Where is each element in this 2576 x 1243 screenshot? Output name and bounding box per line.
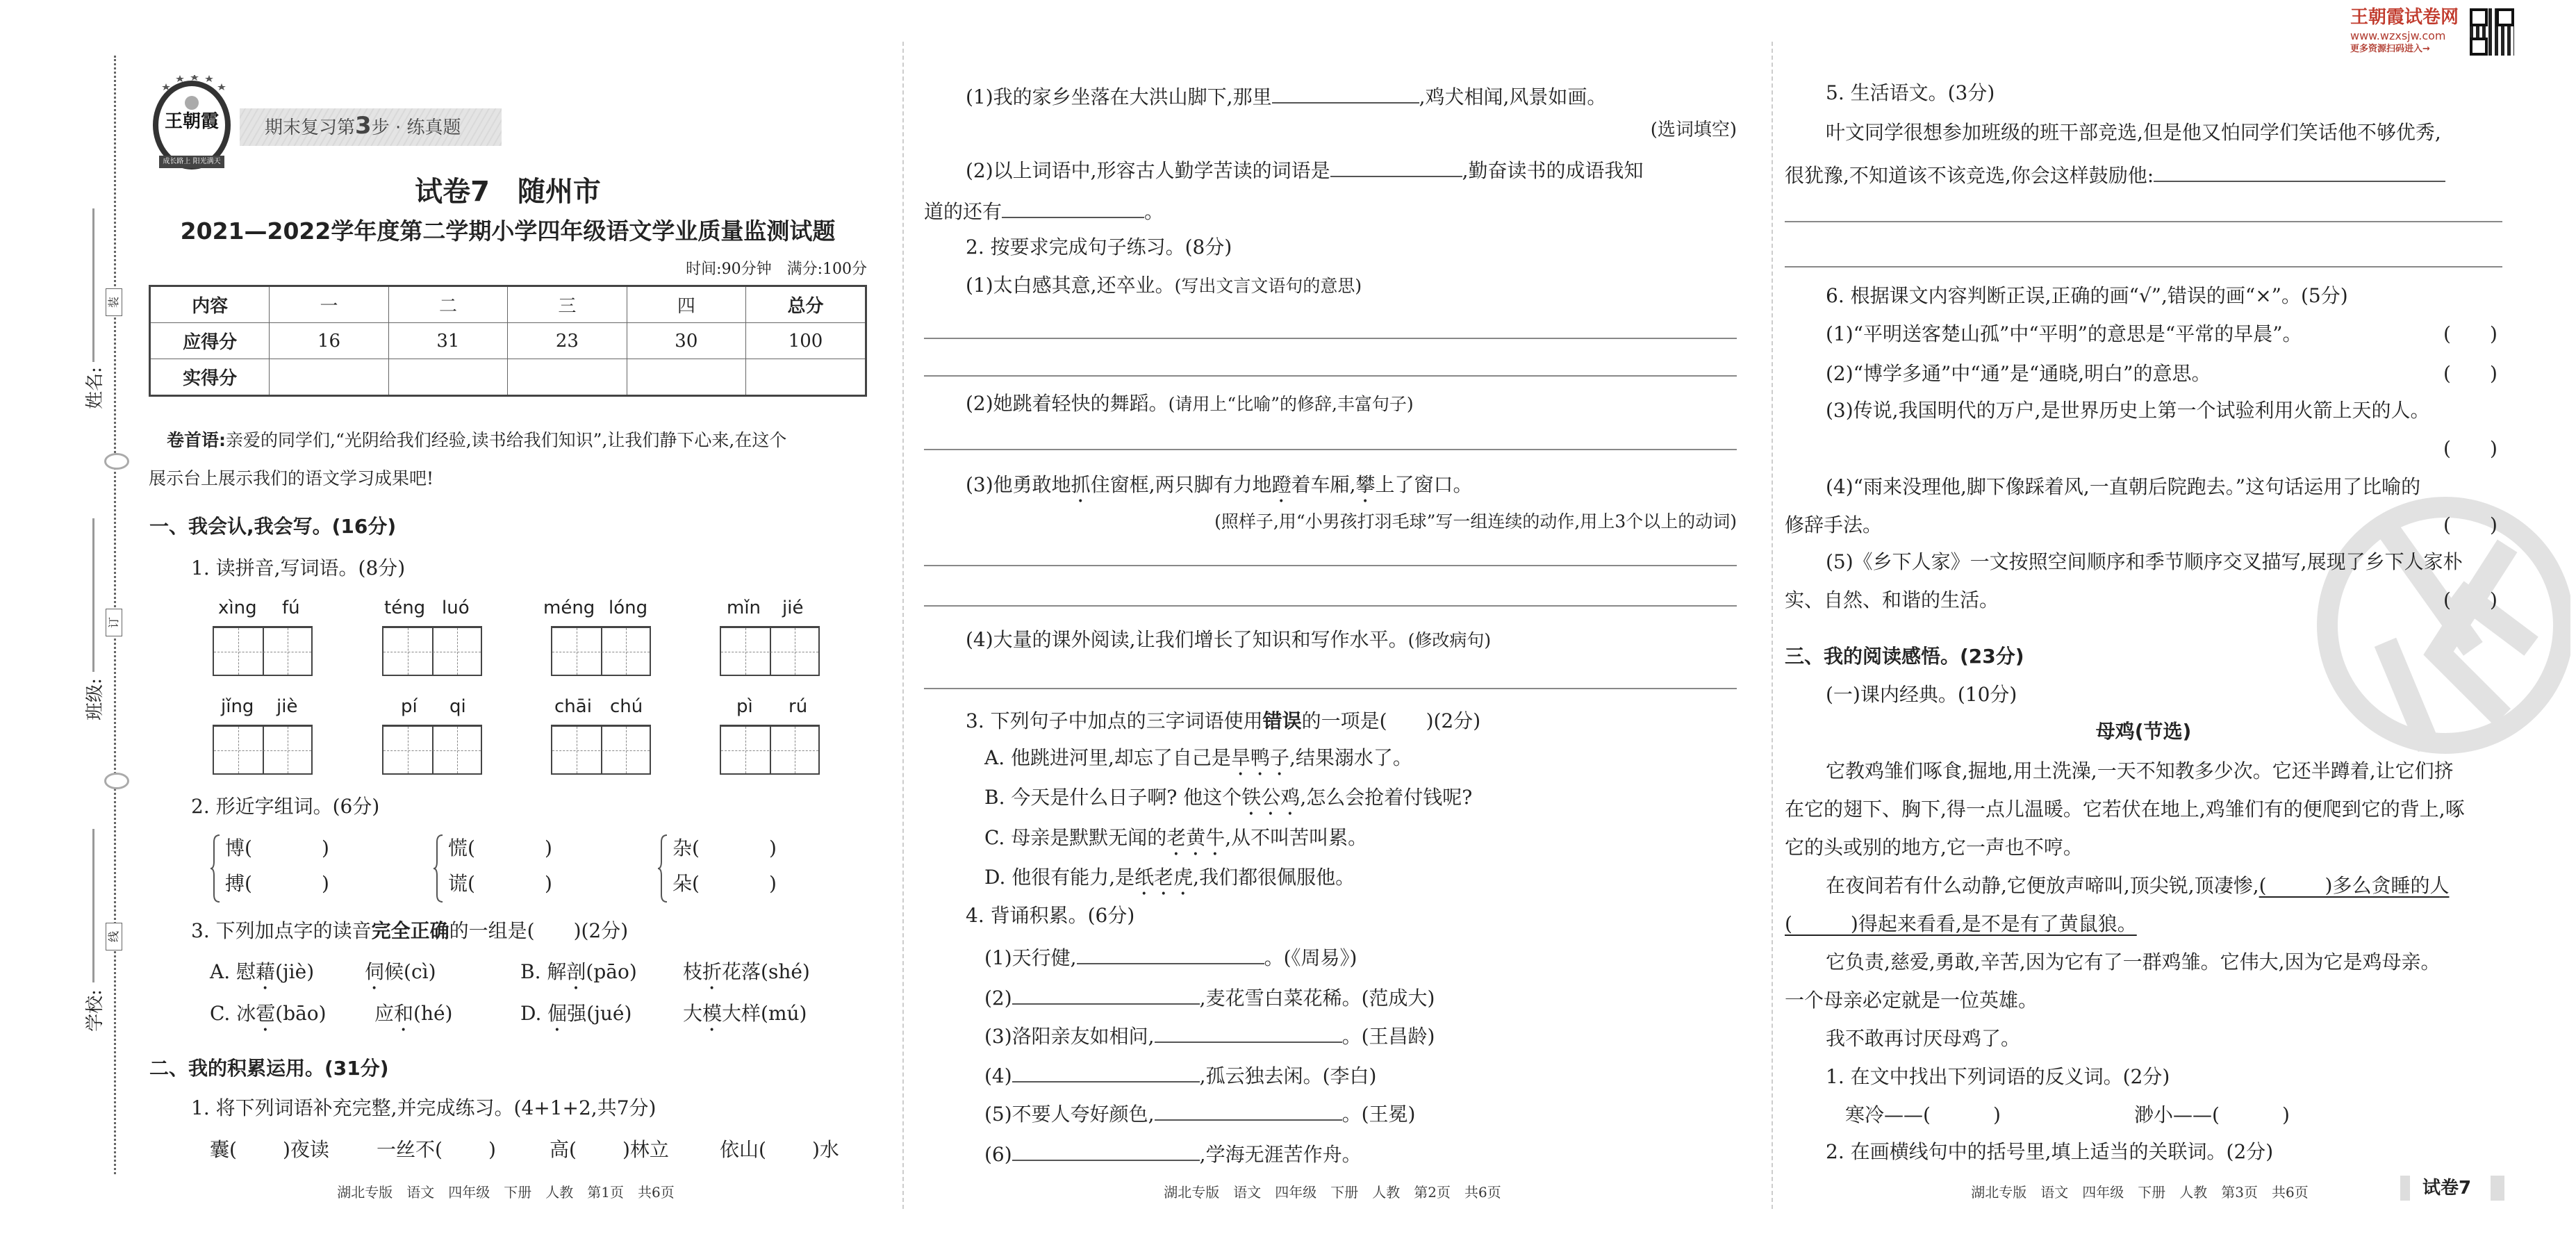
instruction-note: (照样子,用“小男孩打羽毛球”写一组连续的动作,用上3个以上的动词) [1214, 511, 1737, 532]
table-cell: 23 [508, 323, 627, 359]
part1-q1-title: 1. 读拼音,写词语。(8分) [191, 557, 406, 579]
part2-q6-title: 6. 根据课文内容判断正误,正确的画“√”,错误的画“×”。(5分) [1826, 284, 2348, 307]
judge-answer-box[interactable] [2443, 322, 2497, 346]
pinyin: jiè [276, 696, 298, 717]
time-and-score [149, 261, 867, 279]
option-text: ,怎么会抢着付钱呢? [1300, 786, 1473, 809]
seal-mark-text: 装 [106, 296, 120, 308]
option-text: 候(cì) [384, 960, 436, 983]
idiom-part: )林立 [622, 1138, 669, 1161]
q-text: 上了窗口。 [1375, 473, 1473, 496]
part1-heading: 一、我会认,我会写。(16分) [149, 515, 397, 538]
idiom-blank[interactable] [210, 1138, 329, 1162]
judge-answer-box[interactable] [2443, 362, 2497, 386]
dotted-word: 老黄牛 [1166, 826, 1225, 849]
option-text: 冰 [236, 1002, 256, 1025]
option-c[interactable] [984, 826, 1367, 860]
q-emphasis: 完全正确 [371, 919, 449, 942]
answer-blank[interactable] [1155, 1100, 1342, 1121]
answer-line[interactable] [924, 605, 1737, 607]
paren-close: ) [2489, 513, 2497, 536]
table-cell: 100 [746, 323, 866, 359]
paren-open: ( [2443, 513, 2451, 536]
dotted-char: 蹬 [1271, 473, 1291, 496]
option-text: 强(jué) [567, 1002, 632, 1025]
brace-icon [210, 834, 221, 903]
passage-line: 它的头或别的地方,它一声也不哼。 [1785, 836, 2083, 859]
passage-title: 母鸡(节选) [2095, 720, 2192, 743]
char-pair-item[interactable] [672, 837, 777, 860]
paren-open: ( [2443, 362, 2451, 385]
char-prompt: 博( [225, 837, 252, 859]
q-text: (1)天行健, [984, 946, 1077, 969]
seal-mark-text: 线 [106, 930, 120, 943]
option-c-word2 [374, 1002, 452, 1036]
q5-text-line1: 叶文同学很想参加班级的班干部竞选,但是他又怕同学们笑话他不够优秀, [1826, 121, 2441, 144]
q-text: (3)洛阳亲友如相问, [984, 1025, 1155, 1048]
answer-line[interactable] [924, 565, 1737, 566]
pinyin: rú [789, 696, 808, 717]
pinyin: luó [442, 598, 470, 618]
sentence-task-2 [966, 392, 1414, 416]
option-d[interactable] [520, 1002, 631, 1036]
part2-q3-title [966, 709, 1480, 733]
writing-grid[interactable] [551, 626, 651, 676]
brace-icon [657, 834, 668, 903]
binding-hole-icon [104, 773, 129, 789]
school-field-line[interactable] [92, 829, 94, 982]
q-text: 很犹豫,不知道该不该竞选,你会这样鼓励他: [1785, 164, 2154, 187]
q-text: (5)不要人夸好颜色, [984, 1103, 1155, 1126]
binding-hole-icon [104, 453, 129, 470]
char-pair-item[interactable] [225, 872, 329, 896]
dotted-char: 剖 [566, 960, 586, 983]
option-text: 枝 [683, 960, 703, 983]
option-text: (hé) [413, 1002, 453, 1025]
preface-text: 亲爱的同学们,“光阴给我们经验,读书给我们知识”,让我们静下心来,在这个 [226, 430, 787, 450]
paper-tag-text: 试卷7 [2422, 1178, 2472, 1199]
option-text: C. 母亲是默默无闻的 [984, 826, 1167, 849]
q-text: ,勤奋读书的成语我知 [1462, 159, 1644, 182]
q-text: (3)他勇敢地 [966, 473, 1071, 496]
underlined-sentence[interactable]: ( )多么贪睡的人 [2259, 874, 2450, 897]
writing-grid[interactable] [213, 725, 313, 775]
score-input-cell[interactable] [388, 359, 507, 396]
brace-icon [433, 834, 444, 903]
paren-close: ) [321, 872, 329, 895]
brand-logo-text: 王朝霞 [165, 111, 220, 132]
char-pair-item[interactable] [225, 837, 329, 860]
seal-mark [106, 923, 122, 950]
q5-text-line2 [1785, 161, 2445, 188]
char-prompt: 朵( [672, 872, 700, 895]
option-b[interactable] [984, 786, 1472, 820]
idiom-part: ) [488, 1138, 496, 1161]
judge-item: (1)“平明送客楚山孤”中“平明”的意思是“平常的早晨”。 [1826, 322, 2302, 345]
recitation-item [984, 1100, 1415, 1126]
option-text: B. 今天是什么日子啊? 他这个 [984, 786, 1242, 809]
idiom-part: 高( [550, 1138, 577, 1161]
judge-item-cont: 修辞手法。 [1785, 513, 1883, 536]
brand-logo [149, 75, 234, 171]
part2-q2-title: 2. 按要求完成句子练习。(8分) [966, 236, 1232, 258]
option-text: ,结果溺水了。 [1289, 746, 1412, 769]
seal-mark [106, 288, 122, 316]
answer-blank[interactable] [1077, 944, 1264, 964]
answer-blank[interactable] [2154, 161, 2445, 182]
table-header-cell: 一 [270, 286, 388, 323]
passage-line: 在它的翅下、胸下,得一点儿温暖。它若伏在地上,鸡雏们有的便爬到它的背上,啄 [1785, 798, 2465, 821]
table-header-cell: 四 [627, 286, 745, 323]
answer-line[interactable] [924, 375, 1737, 377]
idiom-part: 依山( [720, 1138, 766, 1161]
score-input-cell[interactable] [508, 359, 627, 396]
table-cell: 16 [270, 323, 388, 359]
option-label: A. [210, 960, 237, 983]
pinyin: fú [282, 598, 300, 618]
writing-grid[interactable] [382, 626, 482, 676]
part2-heading: 二、我的积累运用。(31分) [149, 1057, 389, 1080]
dotted-char: 雹 [256, 1002, 276, 1025]
page-footer: 湖北专版 语文 四年级 下册 人教 第2页 共6页 [1164, 1184, 1501, 1201]
table-header-cell: 总分 [746, 286, 866, 323]
char-pair-item[interactable] [672, 872, 777, 896]
answer-line[interactable] [924, 688, 1737, 689]
char-prompt: 杂( [672, 837, 700, 859]
step-banner [240, 108, 502, 146]
option-text: 慰 [236, 960, 256, 983]
recitation-item [984, 944, 1357, 970]
paper-title: 试卷7 随州市 [415, 176, 601, 208]
option-text: (pāo) [586, 960, 637, 983]
q-text: 的一项是( )(2分) [1301, 709, 1481, 732]
paren-open: ( [2443, 322, 2451, 345]
paren-open: ( [2443, 437, 2451, 460]
q-text: (1)太白感其意,还卒业。 [966, 274, 1175, 297]
option-a-word2 [365, 960, 436, 994]
pinyin: qi [449, 696, 466, 717]
option-text: ,我们都很佩服他。 [1193, 866, 1355, 889]
paren-close: ) [2489, 437, 2497, 460]
dotted-char: 攀 [1355, 473, 1376, 496]
answer-blank[interactable] [1272, 83, 1419, 104]
pinyin: méng [543, 598, 595, 618]
option-b-word2 [683, 960, 810, 994]
site-logo-name: 王朝霞试卷网 [2350, 7, 2459, 28]
judge-item: (4)“雨来没理他,脚下像踩着风,一直朝后院跑去。”这句话运用了比喻的 [1826, 475, 2421, 498]
answer-blank[interactable] [1330, 156, 1462, 177]
paren-close: ) [2489, 322, 2497, 345]
score-input-cell[interactable] [627, 359, 745, 396]
judge-item-cont: 实、自然、和谐的生活。 [1785, 588, 1999, 611]
preface-label: 卷首语: [167, 430, 226, 450]
part2-q4-title: 4. 背诵积累。(6分) [966, 904, 1135, 927]
fill-sentence-2-cont [924, 197, 1164, 224]
q-text: ,鸡犬相闻,风景如画。 [1419, 85, 1607, 108]
option-text: 解 [547, 960, 567, 983]
option-text: 花落(shé) [722, 960, 810, 983]
banner-pre: 期末复习第 [265, 117, 356, 138]
option-text: ,从不叫苦叫累。 [1225, 826, 1368, 849]
instruction-note: (选词填空) [1650, 120, 1737, 140]
full-score: 满分:100分 [786, 261, 867, 278]
option-a[interactable] [984, 746, 1412, 780]
q-text: (4)大量的课外阅读,让我们增长了知识和写作水平。 [966, 628, 1408, 651]
part3-heading: 三、我的阅读感悟。(23分) [1785, 645, 2024, 668]
answer-line[interactable] [924, 338, 1737, 339]
idiom-blank[interactable] [377, 1138, 496, 1162]
judge-answer-box[interactable] [2443, 513, 2497, 537]
part3-q1-title: 1. 在文中找出下列词语的反义词。(2分) [1826, 1065, 2170, 1088]
idiom-blank[interactable] [550, 1138, 669, 1162]
table-cell: 30 [627, 323, 745, 359]
judge-answer-box[interactable] [2443, 437, 2497, 461]
instruction-note: (修改病句) [1407, 630, 1492, 650]
paren-close: ) [544, 837, 552, 859]
part3-q2-title: 2. 在画横线句中的括号里,填上适当的关联词。(2分) [1826, 1140, 2274, 1163]
paren-close: ) [321, 837, 329, 859]
answer-blank[interactable] [1012, 1140, 1200, 1161]
writing-grid[interactable] [720, 626, 820, 676]
dotted-word: 铁公鸡 [1241, 786, 1301, 809]
sentence-task-3 [966, 473, 1473, 507]
brand-logo-motto: 成长路上 阳光满天 [163, 158, 221, 165]
table-header-cell: 内容 [150, 286, 270, 323]
score-input-cell[interactable] [270, 359, 388, 396]
pinyin: chú [610, 696, 643, 717]
antonym-item[interactable] [2134, 1103, 2290, 1127]
q-text: 。(《周易》) [1264, 946, 1357, 969]
answer-blank[interactable] [1002, 197, 1144, 218]
sentence-task-4 [966, 628, 1491, 652]
table-header-row [150, 286, 866, 323]
part1-q2-title: 2. 形近字组词。(6分) [191, 795, 380, 818]
q-text: 住窗框,两只脚有力地 [1090, 473, 1272, 496]
judge-item: (2)“博学多通”中“通”是“通晓,明白”的意思。 [1826, 362, 2211, 385]
recitation-item [984, 984, 1435, 1010]
q-text: (2)她跳着轻快的舞蹈。 [966, 392, 1169, 415]
option-a[interactable] [210, 960, 314, 994]
q-text: 道的还有 [924, 200, 1002, 223]
writing-grid[interactable] [213, 626, 313, 676]
pinyin: xìng [218, 598, 257, 618]
antonym-prompt: 寒冷——( [1845, 1103, 1931, 1126]
option-d-word2 [683, 1002, 807, 1036]
seal-mark [106, 609, 122, 636]
option-d[interactable] [984, 866, 1355, 900]
option-label: C. [210, 1002, 237, 1025]
instruction-note: (请用上“比喻”的修辞,丰富句子) [1168, 394, 1414, 414]
option-text: (bāo) [275, 1002, 327, 1025]
passage-text: 在夜间若有什么动静,它便放声啼叫,顶尖锐,顶凄惨, [1826, 874, 2259, 897]
dotted-char: 倔 [547, 1002, 568, 1025]
fill-sentence-2 [966, 156, 1643, 183]
dotted-word: 纸老虎 [1134, 866, 1194, 889]
recitation-item [984, 1140, 1362, 1167]
paper-subtitle: 2021—2022学年度第二学期小学四年级语文学业质量监测试题 [180, 217, 836, 245]
passage-line: 它负责,慈爱,勇敢,辛苦,因为它有了一群鸡雏。它伟大,因为它是鸡母亲。 [1826, 950, 2441, 973]
paren-close: ) [544, 872, 552, 895]
paper-tag [2400, 1176, 2504, 1201]
dotted-char: 藉 [256, 960, 276, 983]
q-text: 。 [1144, 200, 1164, 223]
site-logo-cta: 更多资源扫码进入→ [2350, 44, 2430, 54]
q-text: 。(王冕) [1341, 1103, 1416, 1126]
page-footer: 湖北专版 语文 四年级 下册 人教 第1页 共6页 [337, 1184, 675, 1201]
underlined-sentence[interactable]: ( )得起来看看,是不是有了黄鼠狼。 [1785, 912, 2137, 935]
dotted-char: 和 [394, 1002, 414, 1025]
sentence-task-1 [966, 274, 1362, 298]
pinyin: lóng [609, 598, 648, 618]
paren-open: ( [2443, 588, 2451, 611]
seal-mark-text: 订 [106, 616, 120, 629]
recitation-item [984, 1022, 1435, 1048]
writing-grid[interactable] [720, 725, 820, 775]
site-logo[interactable] [2350, 7, 2465, 57]
idiom-part: )夜读 [282, 1138, 329, 1161]
char-pair-item[interactable] [448, 872, 552, 896]
fill-sentence-1 [966, 83, 1606, 109]
option-text: 大 [683, 1002, 703, 1025]
paren-close: ) [768, 837, 777, 859]
table-cell: 实得分 [150, 359, 270, 396]
name-field-line[interactable] [92, 208, 94, 362]
passage-line [1826, 874, 2449, 898]
school-label: 学校: [84, 989, 106, 1032]
part3-section1: (一)课内经典。(10分) [1826, 683, 2017, 706]
pinyin: mǐn [727, 598, 761, 618]
pinyin: jié [782, 598, 804, 618]
char-prompt: 搏( [225, 872, 252, 895]
answer-line[interactable] [924, 449, 1737, 450]
option-label: D. [520, 1002, 548, 1025]
step-banner-text [265, 114, 461, 140]
idiom-blank[interactable] [720, 1138, 839, 1162]
judge-item: (5)《乡下人家》一文按照空间顺序和季节顺序交叉描写,展现了乡下人家朴 [1826, 550, 2463, 573]
idiom-part: 囊( [210, 1138, 237, 1161]
q-text: (2)以上词语中,形容古人勤学苦读的词语是 [966, 159, 1330, 182]
pinyin: pí [401, 696, 418, 717]
column-divider [902, 42, 904, 1209]
dotted-char: 模 [702, 1002, 723, 1025]
answer-blank[interactable] [1012, 1062, 1200, 1083]
option-text: (jiè) [275, 960, 315, 983]
instruction-note: (写出文言文语句的意思) [1174, 276, 1362, 296]
option-text: A. 他跳进河里,却忘了自己是 [984, 746, 1231, 769]
q-text: (6) [984, 1143, 1012, 1166]
passage-line: 一个母亲必定就是一位英雄。 [1785, 989, 2038, 1012]
option-text: D. 他很有能力,是 [984, 866, 1135, 889]
qr-code-icon[interactable] [2470, 8, 2514, 56]
judge-answer-box[interactable] [2443, 588, 2497, 612]
table-cell: 31 [388, 323, 507, 359]
option-text: 应 [374, 1002, 395, 1025]
idiom-part: )水 [811, 1138, 839, 1161]
option-text: 大样(mú) [722, 1002, 807, 1025]
class-field-line[interactable] [92, 518, 94, 672]
q-text: 3. 下列加点字的读音 [191, 919, 372, 942]
dotted-word: 旱鸭子 [1230, 746, 1289, 769]
paren-close: ) [768, 872, 777, 895]
q-text: ,孤云独去闲。(李白) [1199, 1064, 1377, 1087]
q-text: (4) [984, 1064, 1012, 1087]
option-label: B. [520, 960, 547, 983]
part1-q3-title [191, 919, 628, 943]
q-emphasis: 错误 [1262, 709, 1302, 732]
option-c[interactable] [210, 1002, 327, 1036]
page-footer: 湖北专版 语文 四年级 下册 人教 第3页 共6页 [1971, 1184, 2309, 1201]
name-label: 姓名: [84, 367, 106, 409]
q-text: (2) [984, 987, 1012, 1010]
passage-line: 我不敢再讨厌母鸡了。 [1826, 1027, 2021, 1050]
char-prompt: 慌( [448, 837, 475, 859]
char-pair-item[interactable] [448, 837, 552, 860]
table-row [150, 359, 866, 396]
answer-line[interactable] [1785, 221, 2502, 222]
banner-step-number: 3 [355, 112, 372, 140]
preface-line2: 展示台上展示我们的语文学习成果吧! [149, 468, 434, 488]
class-label: 班级: [84, 678, 106, 721]
pinyin: jǐng [221, 696, 254, 717]
writing-grid[interactable] [382, 725, 482, 775]
recitation-item [984, 1062, 1376, 1088]
option-b[interactable] [520, 960, 637, 994]
paren-close: ) [2489, 588, 2497, 611]
pinyin: chāi [554, 696, 592, 717]
pinyin: pì [736, 696, 753, 717]
table-row [150, 323, 866, 359]
answer-blank[interactable] [1012, 984, 1200, 1005]
paren-close: ) [1992, 1103, 2001, 1126]
q-text: 3. 下列句子中加点的三字词语使用 [966, 709, 1263, 732]
table-cell: 应得分 [150, 323, 270, 359]
banner-post: 步 · 练真题 [371, 117, 461, 138]
part2-q1-title: 1. 将下列词语补充完整,并完成练习。(4+1+2,共7分) [191, 1096, 657, 1119]
q-text: ,麦花雪白菜花稀。(范成大) [1199, 987, 1435, 1010]
time-limit: 时间:90分钟 [686, 261, 772, 278]
writing-grid[interactable] [551, 725, 651, 775]
passage-line: 它教鸡雏们啄食,掘地,用土洗澡,一天不知教多少次。它还半蹲着,让它们挤 [1826, 759, 2454, 782]
dotted-char: 抓 [1071, 473, 1091, 496]
paren-close: ) [2281, 1103, 2290, 1126]
score-input-cell[interactable] [746, 359, 866, 396]
q-text: 着车厢, [1291, 473, 1356, 496]
part2-q5-title: 5. 生活语文。(3分) [1826, 81, 1995, 104]
table-header-cell: 三 [508, 286, 627, 323]
column-divider [1772, 42, 1773, 1209]
dotted-char: 折 [702, 960, 723, 983]
q-text: 。(王昌龄) [1341, 1025, 1435, 1048]
antonym-prompt: 渺小——( [2134, 1103, 2220, 1126]
antonym-item[interactable] [1845, 1103, 2001, 1127]
q-text: ,学海无涯苦作舟。 [1199, 1143, 1362, 1166]
q-text: 的一组是( )(2分) [449, 919, 629, 942]
site-logo-url: www.wzxsjw.com [2350, 29, 2446, 42]
preface-line1 [167, 429, 786, 452]
judge-item: (3)传说,我国明代的万户,是世界历史上第一个试验利用火箭上天的人。 [1826, 399, 2430, 422]
table-header-cell: 二 [388, 286, 507, 323]
answer-blank[interactable] [1155, 1022, 1342, 1043]
idiom-part: 一丝不( [377, 1138, 443, 1161]
char-prompt: 谎( [448, 872, 475, 895]
dotted-char: 伺 [365, 960, 385, 983]
pinyin: téng [384, 598, 426, 618]
score-table [149, 285, 867, 397]
answer-line[interactable] [1785, 266, 2502, 267]
paren-close: ) [2489, 362, 2497, 385]
q-text: (1)我的家乡坐落在大洪山脚下,那里 [966, 85, 1272, 108]
